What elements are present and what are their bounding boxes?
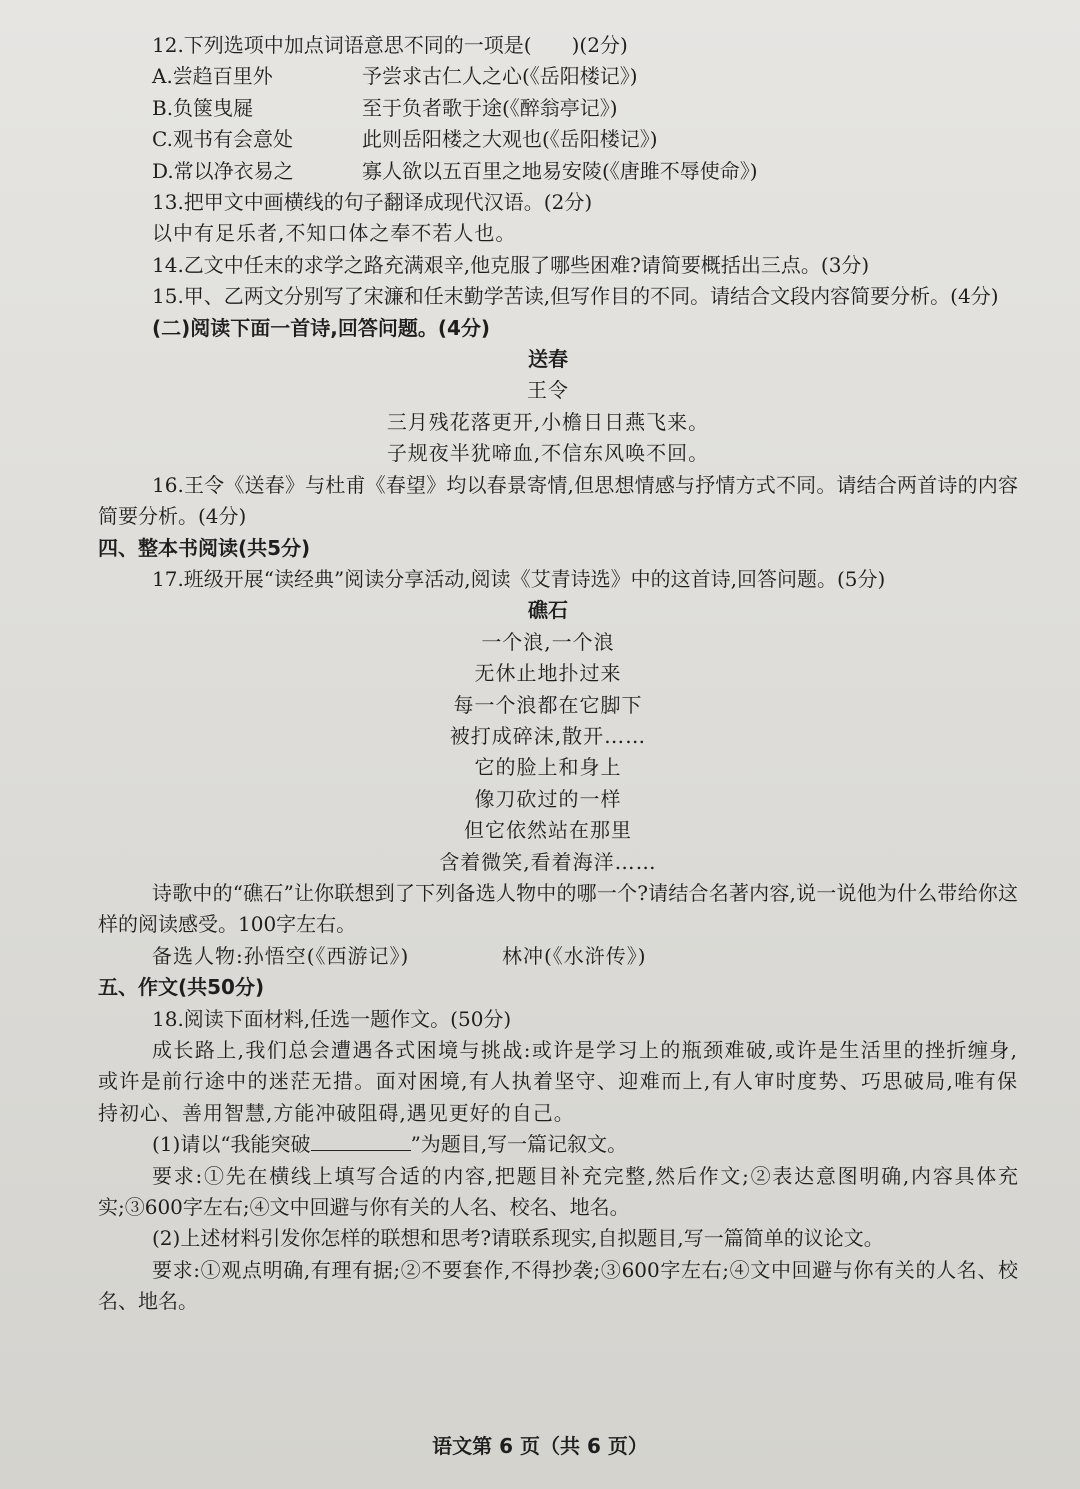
q18-stem: 18.阅读下面材料,任选一题作文。(50分) xyxy=(152,1006,512,1031)
q13-stem: 13.把甲文中画横线的句子翻译成现代汉语。(2分) xyxy=(152,190,593,215)
poem2-line: 但它依然站在那里 xyxy=(464,818,632,843)
poem2-line: 含着微笑,看着海洋…… xyxy=(439,849,657,874)
q18-task2: (2)上述材料引发你怎样的联想和思考?请联系现实,自拟题目,写一篇简单的议论文。 xyxy=(152,1226,884,1251)
poem-title: 送春 xyxy=(528,347,568,372)
q18-req2: 要求:①观点明确,有理有据;②不要套作,不得抄袭;③600字左右;④文中回避与你有关的人名、校名、地名。 xyxy=(98,1257,1018,1314)
q13-sentence: 以中有足乐者,不知口体之奉不若人也。 xyxy=(152,221,517,246)
q12-stem: 12.下列选项中加点词语意思不同的一项是( )(2分) xyxy=(152,33,628,57)
candidate-2: 林冲(《水浒传》) xyxy=(502,943,647,968)
candidate-1: 备选人物:孙悟空(《西游记》) xyxy=(152,943,410,968)
q17-prompt: 诗歌中的“礁石”让你联想到了下列备选人物中的哪一个?请结合名著内容,说一说他为什么带给你这样的阅读感受。100字左右。 xyxy=(98,880,1018,937)
q12-option-b: B.负箧曳屣 至于负者歌于途(《醉翁亭记》) xyxy=(152,95,618,120)
page-footer: 语文第 6 页（共 6 页） xyxy=(432,1434,648,1458)
part4-heading: 四、整本书阅读(共5分) xyxy=(98,535,311,560)
q16-stem: 16.王令《送春》与杜甫《春望》均以春景寄情,但思想情感与抒情方式不同。请结合两首诗的内容简要分析。(4分) xyxy=(98,472,1018,529)
q14-stem: 14.乙文中任末的求学之路充满艰辛,他克服了哪些困难?请简要概括出三点。(3分) xyxy=(152,252,870,277)
poem-section-heading: (二)阅读下面一首诗,回答问题。(4分) xyxy=(152,315,491,340)
poem2-line: 无休止地扑过来 xyxy=(474,661,622,686)
poem2-line: 被打成碎沫,散开…… xyxy=(449,723,647,748)
q15-stem: 15.甲、乙两文分别写了宋濂和任末勤学苦读,但写作目的不同。请结合文段内容简要分析。(4分) xyxy=(152,284,999,309)
poem2-line: 每一个浪都在它脚下 xyxy=(453,692,643,717)
poem2-line: 它的脸上和身上 xyxy=(474,755,622,780)
q12-option-c: C.观书有会意处 此则岳阳楼之大观也(《岳阳楼记》) xyxy=(152,127,658,152)
q12-option-d: D.常以净衣易之 寡人欲以五百里之地易安陵(《唐雎不辱使命》) xyxy=(152,158,758,183)
poem-line-2: 子规夜半犹啼血,不信东风唤不回。 xyxy=(386,441,710,466)
q18-req1: 要求:①先在横线上填写合适的内容,把题目补充完整,然后作文;②表达意图明确,内容具体充实;③600字左右;④文中回避与你有关的人名、校名、地名。 xyxy=(98,1163,1018,1220)
q17-stem: 17.班级开展“读经典”阅读分享活动,阅读《艾青诗选》中的这首诗,回答问题。(5分) xyxy=(152,566,886,591)
part5-heading: 五、作文(共50分) xyxy=(98,975,265,1000)
poem2-line: 像刀砍过的一样 xyxy=(474,786,622,811)
q18-task1: (1)请以“我能突破 ”为题目,写一篇记叙文。 xyxy=(152,1132,628,1157)
poem2-title: 礁石 xyxy=(528,598,568,623)
q17-candidates xyxy=(98,941,1018,972)
q12-option-a: A.尝趋百里外 予尝求古仁人之心(《岳阳楼记》) xyxy=(152,64,638,89)
q18-material: 成长路上,我们总会遭遇各式困境与挑战:或许是学习上的瓶颈难破,或许是生活里的挫折缠身,或许是前行途中的迷茫无措。面对困境,有人执着坚守、迎难而上,有人审时度势、巧思破局,唯有保持初心、善用智慧,方能冲破阻碍,遇见更好的自己。 xyxy=(98,1038,1018,1125)
poem2-line: 一个浪,一个浪 xyxy=(481,629,615,654)
title-blank-line xyxy=(311,1130,411,1151)
poem-line-1: 三月残花落更开,小檐日日燕飞来。 xyxy=(386,409,710,434)
poem-author: 王令 xyxy=(527,378,569,403)
